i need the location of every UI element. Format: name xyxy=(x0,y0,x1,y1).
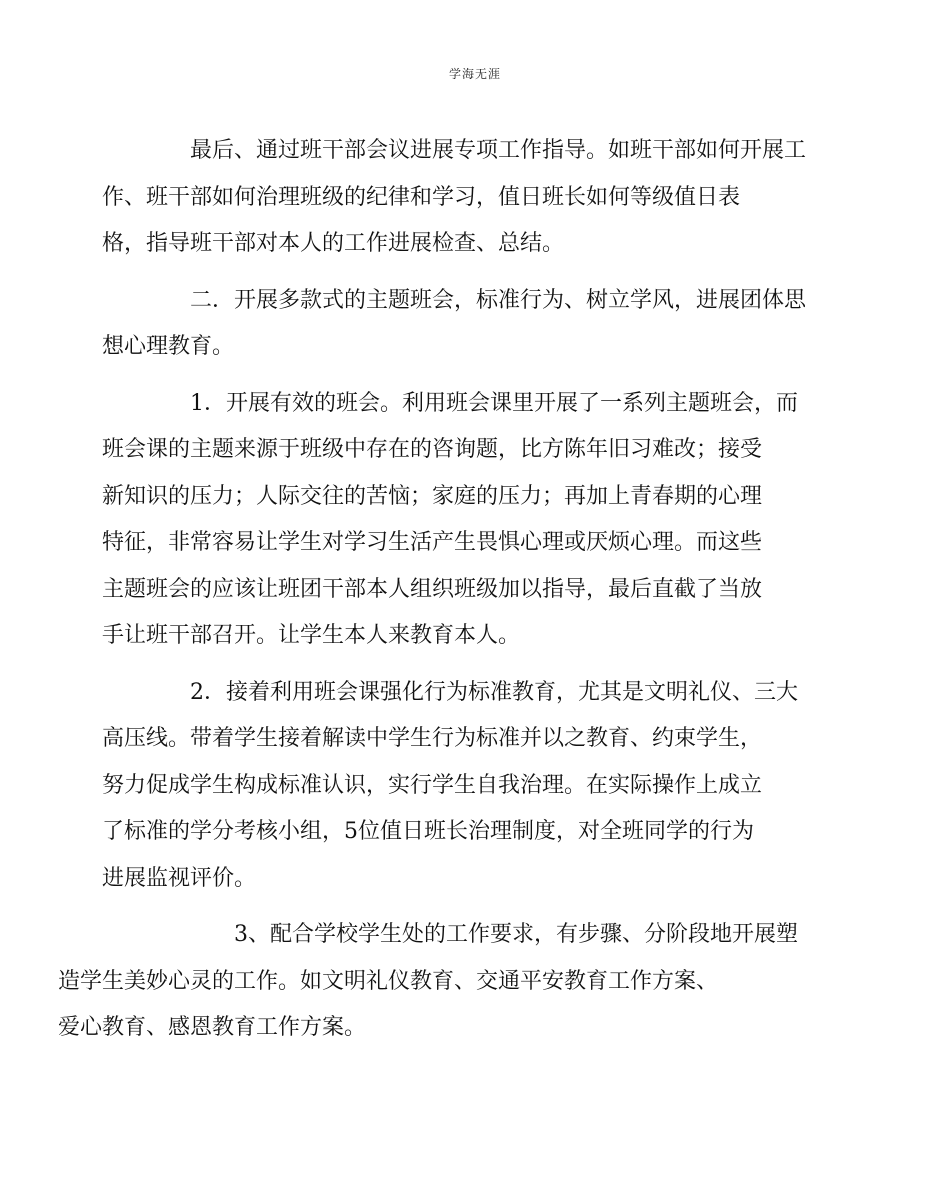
paragraph-line: 想心理教育。 xyxy=(102,334,235,359)
paragraph-line: 新知识的压力；人际交往的苦恼；家庭的压力；再加上青春期的心理 xyxy=(102,483,763,509)
paragraph-line: 特征，非常容易让学生对学习生活产生畏惧心理或厌烦心理。而这些 xyxy=(102,530,763,555)
paragraph-line: 主题班会的应该让班团干部本人组织班级加以指导，最后直截了当放 xyxy=(102,576,763,602)
page-header: 学海无涯 xyxy=(448,67,501,81)
paragraph-line: 格，指导班干部对本人的工作进展检查、总结。 xyxy=(102,231,565,256)
paragraph-line: 2．接着利用班会课强化行为标准教育，尤其是文明礼仪、三大 xyxy=(190,679,798,705)
paragraph-line: 造学生美妙心灵的工作。如文明礼仪教育、交通平安教育工作方案、 xyxy=(58,968,719,994)
paragraph-line: 努力促成学生构成标准认识，实行学生自我治理。在实际操作上成立 xyxy=(102,772,763,798)
paragraph-5 xyxy=(58,912,800,1052)
paragraph-3 xyxy=(102,381,800,660)
paragraph-line: 3、配合学校学生处的工作要求，有步骤、分阶段地开展塑 xyxy=(234,922,798,947)
paragraph-line: 了标准的学分考核小组，5位值日班长治理制度，对全班同学的行为 xyxy=(102,819,754,844)
paragraph-line: 1．开展有效的班会。利用班会课里开展了一系列主题班会，而 xyxy=(190,390,798,416)
paragraph-line: 进展监视评价。 xyxy=(102,865,257,891)
paragraph-line: 作、班干部如何治理班级的纪律和学习，值日班长如何等级值日表 xyxy=(102,184,741,210)
paragraph-line: 爱心教育、感恩教育工作方案。 xyxy=(58,1015,367,1040)
paragraph-2 xyxy=(102,278,807,371)
paragraph-1 xyxy=(102,128,807,268)
paragraph-line: 最后、通过班干部会议进展专项工作指导。如班干部如何开展工 xyxy=(190,138,807,163)
paragraph-line: 二．开展多款式的主题班会，标准行为、树立学风，进展团体思 xyxy=(190,287,807,313)
paragraph-line: 手让班干部召开。让学生本人来教育本人。 xyxy=(102,623,521,648)
paragraph-4 xyxy=(102,670,800,903)
paragraph-line: 班会课的主题来源于班级中存在的咨询题，比方陈年旧习难改；接受 xyxy=(102,437,763,462)
paragraph-line: 高压线。带着学生接着解读中学生行为标准并以之教育、约束学生， xyxy=(102,726,763,751)
document-body xyxy=(58,128,807,1062)
